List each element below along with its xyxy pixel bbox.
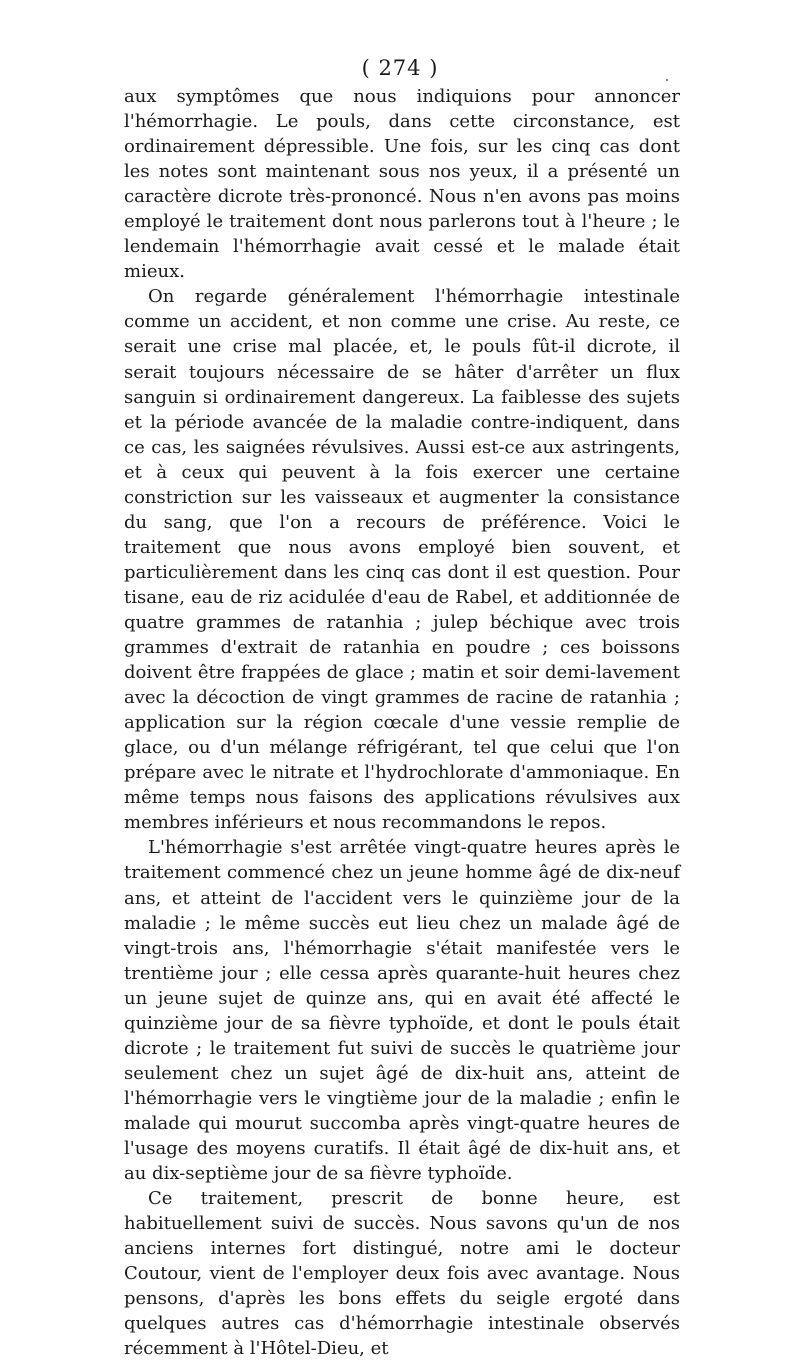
page-number: ( 274 )	[361, 56, 439, 80]
print-speck	[666, 79, 668, 81]
paragraph-3: L'hémorrhagie s'est arrêtée vingt-quatre heures après le traitement commencé chez un jeune homme âgé de dix-neuf ans, et atteint de l'accident vers le quinzième jour de la maladie ; le même succès eut lieu chez un malade âgé de vingt-trois ans, l'hémorrhagie s'était manifestée vers le trentième jour ; elle cessa après quarante-huit heures chez un jeune sujet de quinze ans, qui en avait été affecté le quinzième jour de sa fièvre typhoïde, et dont le pouls était dicrote ; le traitement fut suivi de succès le quatrième jour seulement chez un sujet âgé de dix-huit ans, atteint de l'hémorrhagie vers le vingtième jour de la maladie ; enfin le malade qui mourut succomba après vingt-quatre heures de l'usage des moyens curatifs. Il était âgé de dix-huit ans, et au dix-septième jour de sa fièvre typhoïde.	[124, 837, 680, 1185]
paragraph-2: On regarde généralement l'hémorrhagie intestinale comme un accident, et non comme une crise. Au reste, ce serait une crise mal placée, et, le pouls fût-il dicrote, il serait toujours nécessaire de se hâter d'arrêter un flux sanguin si ordinairement dangereux. La faiblesse des sujets et la période avancée de la maladie contre-indiquent, dans ce cas, les saignées révulsives. Aussi est-ce aux astringents, et à ceux qui peuvent à la fois exercer une certaine constriction sur les vaisseaux et augmenter la consistance du sang, que l'on a recours de préférence. Voici le traitement que nous avons employé bien souvent, et particulièrement dans les cinq cas dont il est question. Pour tisane, eau de riz acidulée d'eau de Rabel, et additionnée de quatre grammes de ratanhia ; julep béchique avec trois grammes d'extrait de ratanhia en poudre ; ces boissons doivent être frappées de glace ; matin et soir demi-lavement avec la décoction de vingt grammes de racine de ratanhia ; application sur la région cœcale d'une vessie remplie de glace, ou d'un mélange réfrigérant, tel que celui que l'on prépare avec le nitrate et l'hydrochlorate d'ammoniaque. En même temps nous faisons des applications révulsives aux membres inférieurs et nous recommandons le repos.	[124, 286, 680, 834]
paragraph-4: Ce traitement, prescrit de bonne heure, est habituellement suivi de succès. Nous savons qu'un de nos anciens internes fort distingué, notre ami le docteur Coutour, vient de l'employer deux fois avec avantage. Nous pensons, d'après les bons effets du seigle ergoté dans quelques autres cas d'hémorrhagie intestinale observés récemment à l'Hôtel-Dieu, et	[124, 1188, 680, 1360]
paragraph-1: aux symptômes que nous indiquions pour annoncer l'hémorrhagie. Le pouls, dans cette circonstance, est ordinairement dépressible. Une fois, sur les cinq cas dont les notes sont maintenant sous nos yeux, il a présenté un caractère dicrote très-prononcé. Nous n'en avons pas moins employé le traitement dont nous parlerons tout à l'heure ; le lendemain l'hémorrhagie avait cessé et le malade était mieux.	[124, 86, 680, 283]
body-text	[124, 84, 680, 1361]
